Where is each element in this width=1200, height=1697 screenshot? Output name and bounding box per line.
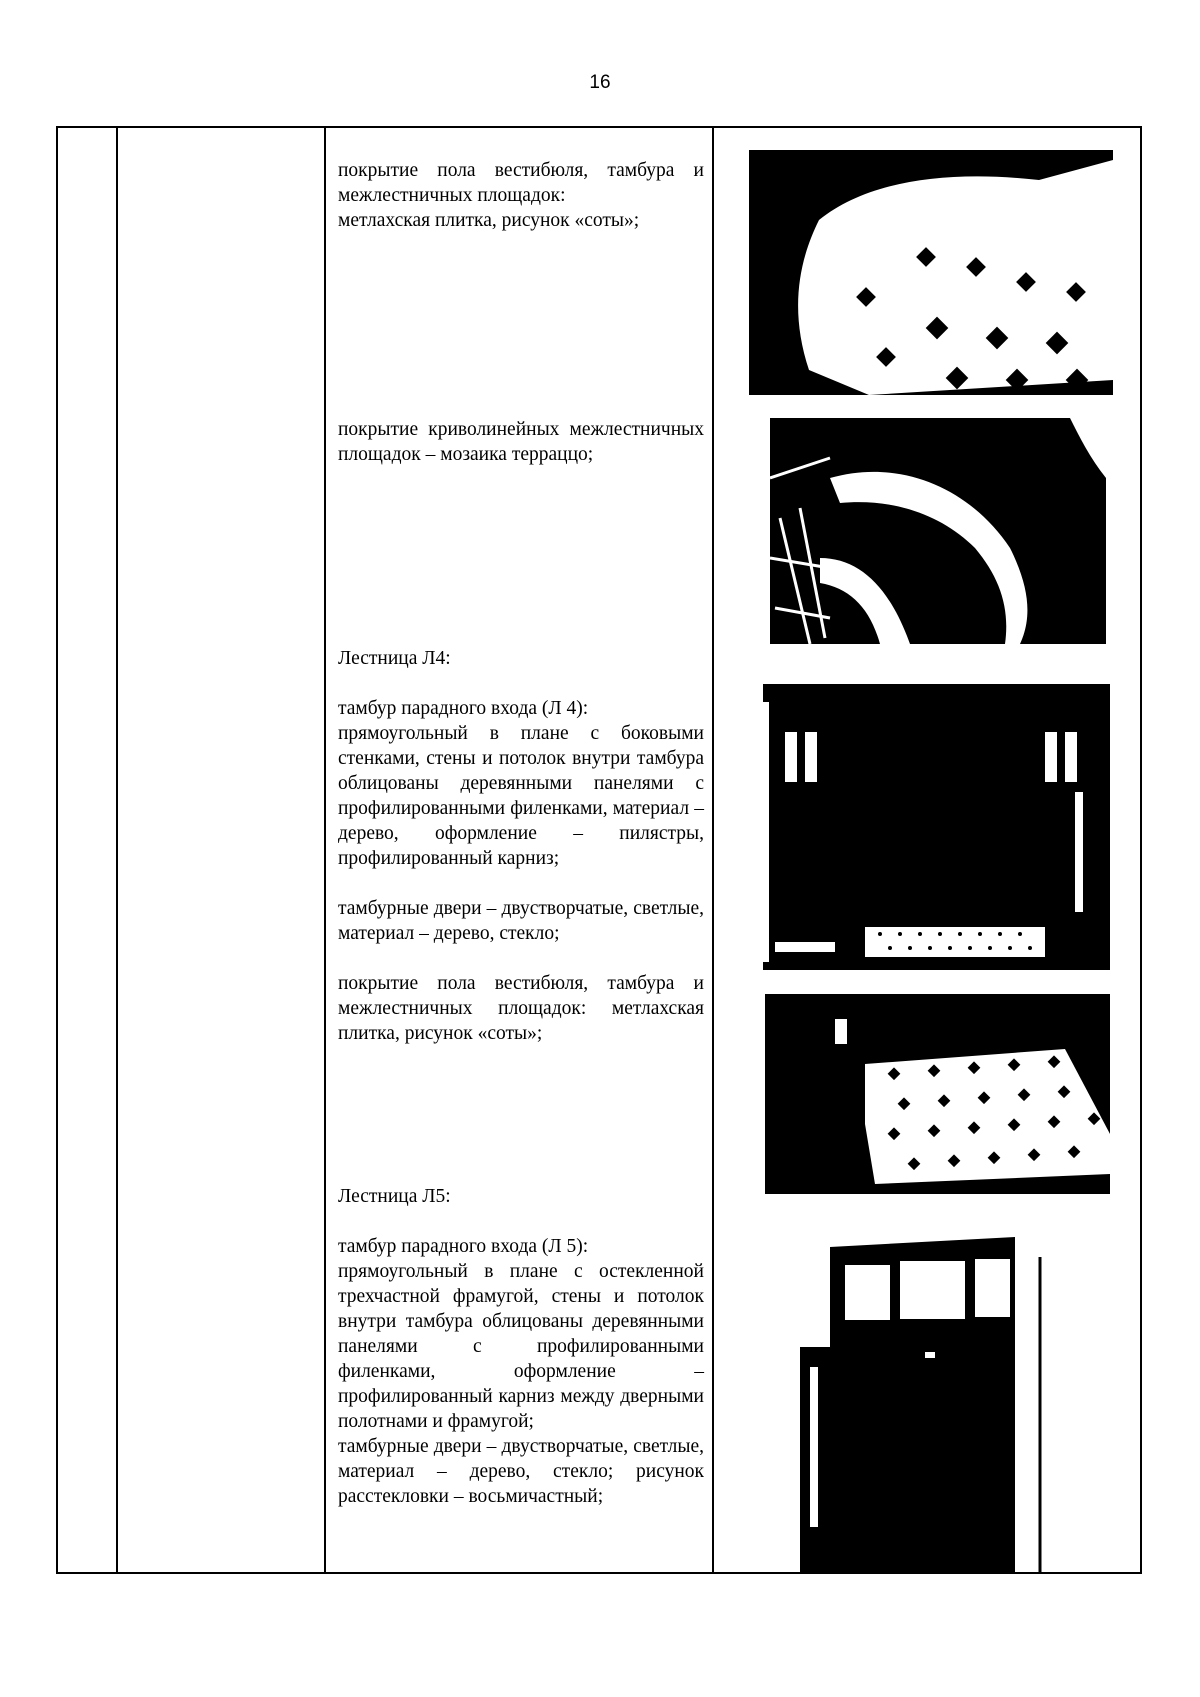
vestibule-l4-photo <box>745 672 1128 970</box>
hexagonal-tile-floor-l4-photo <box>765 994 1110 1194</box>
description-block <box>338 646 704 1046</box>
description-block <box>338 1184 704 1509</box>
description-paragraph: тамбурные двери – двустворчатые, светлые, материал – дерево, стекло; рисунок расстекловки – восьмичастный; <box>338 1436 704 1507</box>
description-paragraph: тамбур парадного входа (Л 5): <box>338 1236 589 1257</box>
description-paragraph: покрытие пола вестибюля, тамбура и межлестничных площадок: метлахская плитка, рисунок «соты»; <box>338 973 704 1044</box>
paragraph-gap <box>338 1209 704 1234</box>
description-paragraph: прямоугольный в плане с боковыми стенками, стены и потолок внутри тамбура облицованы деревянными панелями с профилированными филенками, материал – дерево, оформление – пилястры, профилированный карниз; <box>338 723 704 869</box>
hexagonal-tile-floor-photo <box>749 150 1113 395</box>
description-paragraph: метлахская плитка, рисунок «соты»; <box>338 210 640 231</box>
description-paragraph: тамбурные двери – двустворчатые, светлые, материал – дерево, стекло; <box>338 898 704 944</box>
page-number: 16 <box>589 72 611 93</box>
description-paragraph: тамбур парадного входа (Л 4): <box>338 698 589 719</box>
description-paragraph: покрытие пола вестибюля, тамбура и межлестничных площадок: <box>338 160 704 206</box>
terrazzo-landing-photo <box>770 418 1106 644</box>
description-block <box>338 417 704 467</box>
column-divider <box>116 128 118 1572</box>
description-paragraph: Лестница Л5: <box>338 1186 451 1207</box>
column-divider <box>324 128 326 1572</box>
paragraph-gap <box>338 671 704 696</box>
description-block <box>338 158 704 233</box>
vestibule-l5-door-photo <box>800 1217 1078 1572</box>
description-paragraph: покрытие криволинейных межлестничных площадок – мозаика терраццо; <box>338 419 704 465</box>
description-paragraph: прямоугольный в плане с остекленной трехчастной фрамугой, стены и потолок внутри тамбура облицованы деревянными панелями с профилированными филенками, оформление – профилированный карниз между дверными полотнами и фрамугой; <box>338 1261 704 1432</box>
paragraph-gap <box>338 946 704 971</box>
column-divider <box>712 128 714 1572</box>
paragraph-gap <box>338 871 704 896</box>
description-paragraph: Лестница Л4: <box>338 648 451 669</box>
